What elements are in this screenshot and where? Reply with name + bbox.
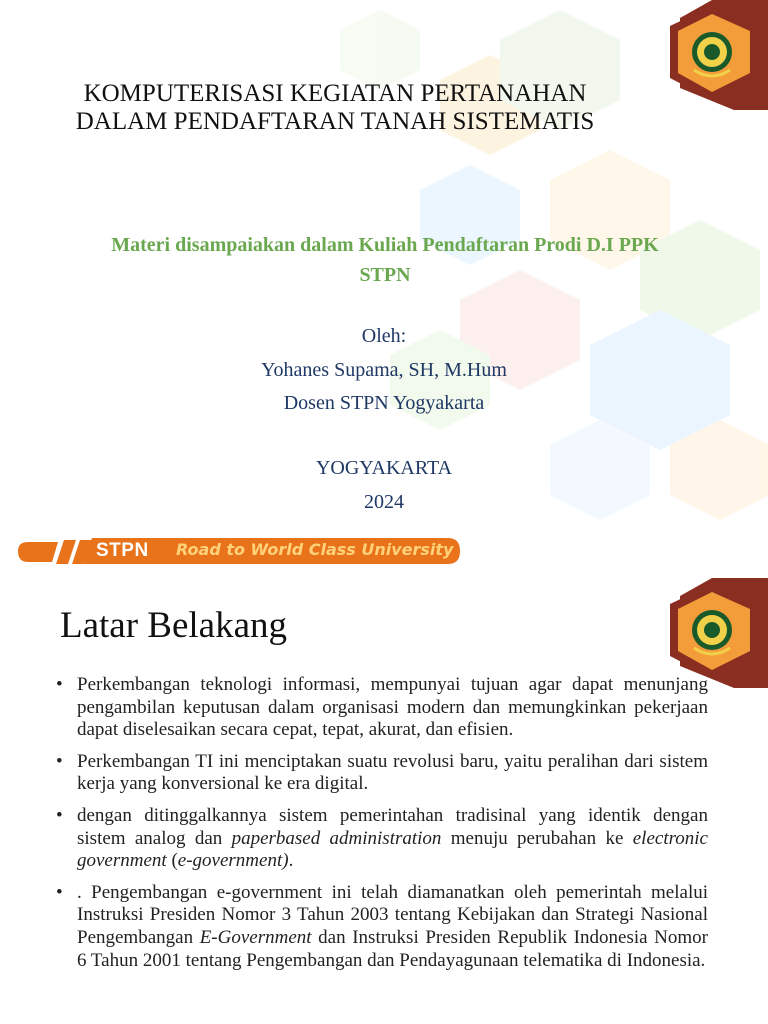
- bullet-dot-icon: •: [56, 750, 63, 772]
- oleh-label: Oleh:: [361, 325, 407, 347]
- banner-tagline: Road to World Class University: [176, 540, 454, 559]
- subtitle-line-1: Materi disampaiakan dalam Kuliah Pendaftaran Prodi D.I PPK: [111, 234, 659, 256]
- banner-brand: STPN: [96, 540, 149, 561]
- list-item: [56, 751, 708, 796]
- author-name: Yohanes Supama, SH, M.Hum: [261, 359, 507, 381]
- list-item: [56, 674, 708, 742]
- title-line-2: DALAM PENDAFTARAN TANAH SISTEMATIS: [75, 108, 595, 135]
- list-item: [56, 882, 708, 972]
- bullet-list: [56, 674, 708, 981]
- subtitle-line-2: STPN: [359, 264, 411, 286]
- author-position: Dosen STPN Yogyakarta: [283, 392, 485, 414]
- bullet-dot-icon: •: [56, 674, 63, 695]
- stpn-emblem-icon: [638, 0, 768, 110]
- section-title: Latar Belakang: [60, 605, 288, 646]
- bullet-text: Perkembangan TI ini menciptakan suatu revolusi baru, yaitu peralihan dari sistem kerja yang konversional ke era digital.: [77, 750, 708, 795]
- slide-title: [40, 80, 630, 136]
- title-line-1: KOMPUTERISASI KEGIATAN PERTANAHAN: [83, 80, 587, 107]
- bullet-text: Perkembangan teknologi informasi, mempunyai tujuan agar dapat menunjang pengambilan keputusan dalam organisasi modern dan memungkinkan pekerjaan dapat diselesaikan secara cepat, tepat, akurat, dan efisien.: [77, 674, 708, 741]
- stpn-logo: [638, 578, 768, 688]
- list-item: [56, 805, 708, 873]
- bullet-text: dengan ditinggalkannya sistem pemerintahan tradisinal yang identik dengan sistem analog dan paperbased administration menuju perubahan ke electronic government (e-government).: [77, 804, 708, 872]
- stpn-logo: [638, 0, 768, 110]
- content-slide: [0, 578, 768, 1024]
- stpn-emblem-icon: [638, 578, 768, 688]
- course-subtitle: [40, 230, 730, 290]
- bullet-dot-icon: •: [56, 804, 63, 826]
- bullet-text: . Pengembangan e-government ini telah diamanatkan oleh pemerintah melalui Instruksi Presiden Nomor 3 Tahun 2003 tentang Kebijakan dan Strategi Nasional Pengembangan E-Government dan Instruksi Presiden Republik Indonesia Nomor 6 Tahun 2001 tentang Pengembangan dan Pendayagunaan telematika di Indonesia.: [77, 881, 708, 971]
- city-label: YOGYAKARTA: [315, 457, 453, 479]
- bullet-dot-icon: •: [56, 881, 63, 903]
- year-label: 2024: [364, 491, 404, 513]
